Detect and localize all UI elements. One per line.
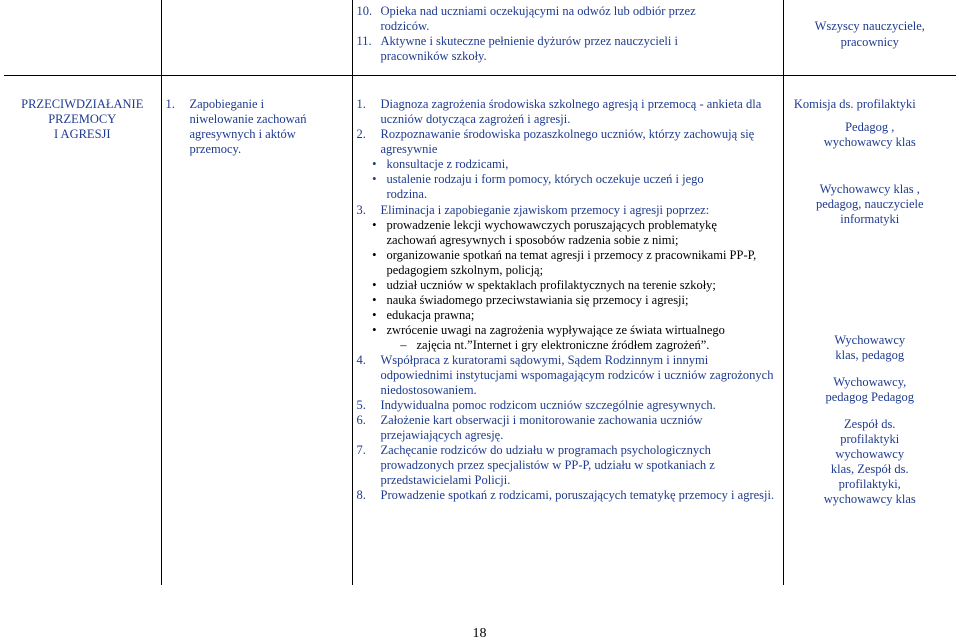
bullet-item: • ustalenie rodzaju i form pomocy, których oczekuje uczeń i jego rodzina. xyxy=(372,171,704,201)
section-title-line: PRZECIWDZIAŁANIE xyxy=(21,96,144,111)
area-cell xyxy=(4,75,161,585)
responsible-text: Wychowawcy klas, pedagog xyxy=(834,332,906,362)
dash-item: – zajęcia nt.”Internet i gry elektroniczne źródłem zagrożeń”. xyxy=(400,337,710,352)
goal-cell xyxy=(161,75,352,585)
bullet-item: • prowadzenie lekcji wychowawczych poruszających problematykę zachowań agresywnych i sposobów radzenia sobie z nimi; xyxy=(372,217,717,247)
responsible-text: Wychowawcy klas , pedagog, nauczyciele informatyki xyxy=(815,181,924,226)
task-item: 3. Eliminacja i zapobieganie zjawiskom przemocy i agresji poprzez: xyxy=(356,202,710,217)
bullet-item: • udział uczniów w spektaklach profilaktycznych na terenie szkoły; xyxy=(372,277,716,292)
responsible-cell xyxy=(783,75,956,585)
responsible-text: Komisja ds. profilaktyki xyxy=(793,96,916,111)
task-item: 6. Założenie kart obserwacji i monitorowanie zachowania uczniów przejawiających agresję. xyxy=(356,412,703,442)
table-row-section xyxy=(4,75,956,585)
task-item: 1. Diagnoza zagrożenia środowiska szkolnego agresją i przemocą - ankieta dla uczniów dotycząca zagrożeń i agresji. xyxy=(356,96,762,126)
empty-area-cell xyxy=(4,0,161,75)
task-item: 7. Zachęcanie rodziców do udziału w programach psychologicznych prowadzonych przez specjalistów w PP-P, udziału w spotkaniach z przedstawicielami Policji. xyxy=(356,442,715,487)
bullet-item: • edukacja prawna; xyxy=(372,307,475,322)
task-item: 10. Opieka nad uczniami oczekującymi na odwóz lub odbiór przez rodziców. xyxy=(356,4,696,33)
bullet-item: • konsultacje z rodzicami, xyxy=(372,156,509,171)
table-row-top xyxy=(4,0,956,75)
task-item: 2. Rozpoznawanie środowiska pozaszkolnego uczniów, którzy zachowują się agresywnie xyxy=(356,126,755,156)
bullet-item: • zwrócenie uwagi na zagrożenia wypływające ze świata wirtualnego xyxy=(372,322,725,337)
tasks-cell-top xyxy=(352,0,783,75)
responsible-text: Wszyscy nauczyciele, pracownicy xyxy=(814,19,925,49)
bullet-item: • nauka świadomego przeciwstawiania się przemocy i agresji; xyxy=(372,292,689,307)
task-item: 11. Aktywne i skuteczne pełnienie dyżurów przez nauczycieli i pracowników szkoły. xyxy=(356,34,678,63)
responsible-text: Zespół ds. profilaktyki wychowawcy klas, Zespół ds. profilaktyki, wychowawcy klas xyxy=(823,416,916,506)
page-number: 18 xyxy=(472,626,487,641)
empty-goal-cell xyxy=(161,0,352,75)
task-item: 5. Indywidualna pomoc rodzicom uczniów szczególnie agresywnych. xyxy=(356,397,716,412)
responsible-cell-top xyxy=(783,0,956,75)
goal-item: 1. Zapobieganie i niwelowanie zachowań agresywnych i aktów przemocy. xyxy=(165,96,307,156)
task-item: 4. Współpraca z kuratorami sądowymi, Sądem Rodzinnym i innymi odpowiednimi instytucjami wspomagającym rodziców i uczniów zagrożonych niedostosowaniem. xyxy=(356,352,774,397)
section-title-line: I AGRESJI xyxy=(53,126,111,141)
responsible-text: Pedagog , wychowawcy klas xyxy=(823,119,916,149)
tasks-cell xyxy=(352,75,783,585)
section-title-line: PRZEMOCY xyxy=(48,111,117,126)
responsible-text: Wychowawcy, pedagog Pedagog xyxy=(825,374,915,404)
program-table xyxy=(4,0,956,585)
bullet-item: • organizowanie spotkań na temat agresji i przemocy z pracownikami PP-P, pedagogiem szkolnym, policją; xyxy=(372,247,757,277)
task-item: 8. Prowadzenie spotkań z rodzicami, poruszających tematykę przemocy i agresji. xyxy=(356,487,775,502)
